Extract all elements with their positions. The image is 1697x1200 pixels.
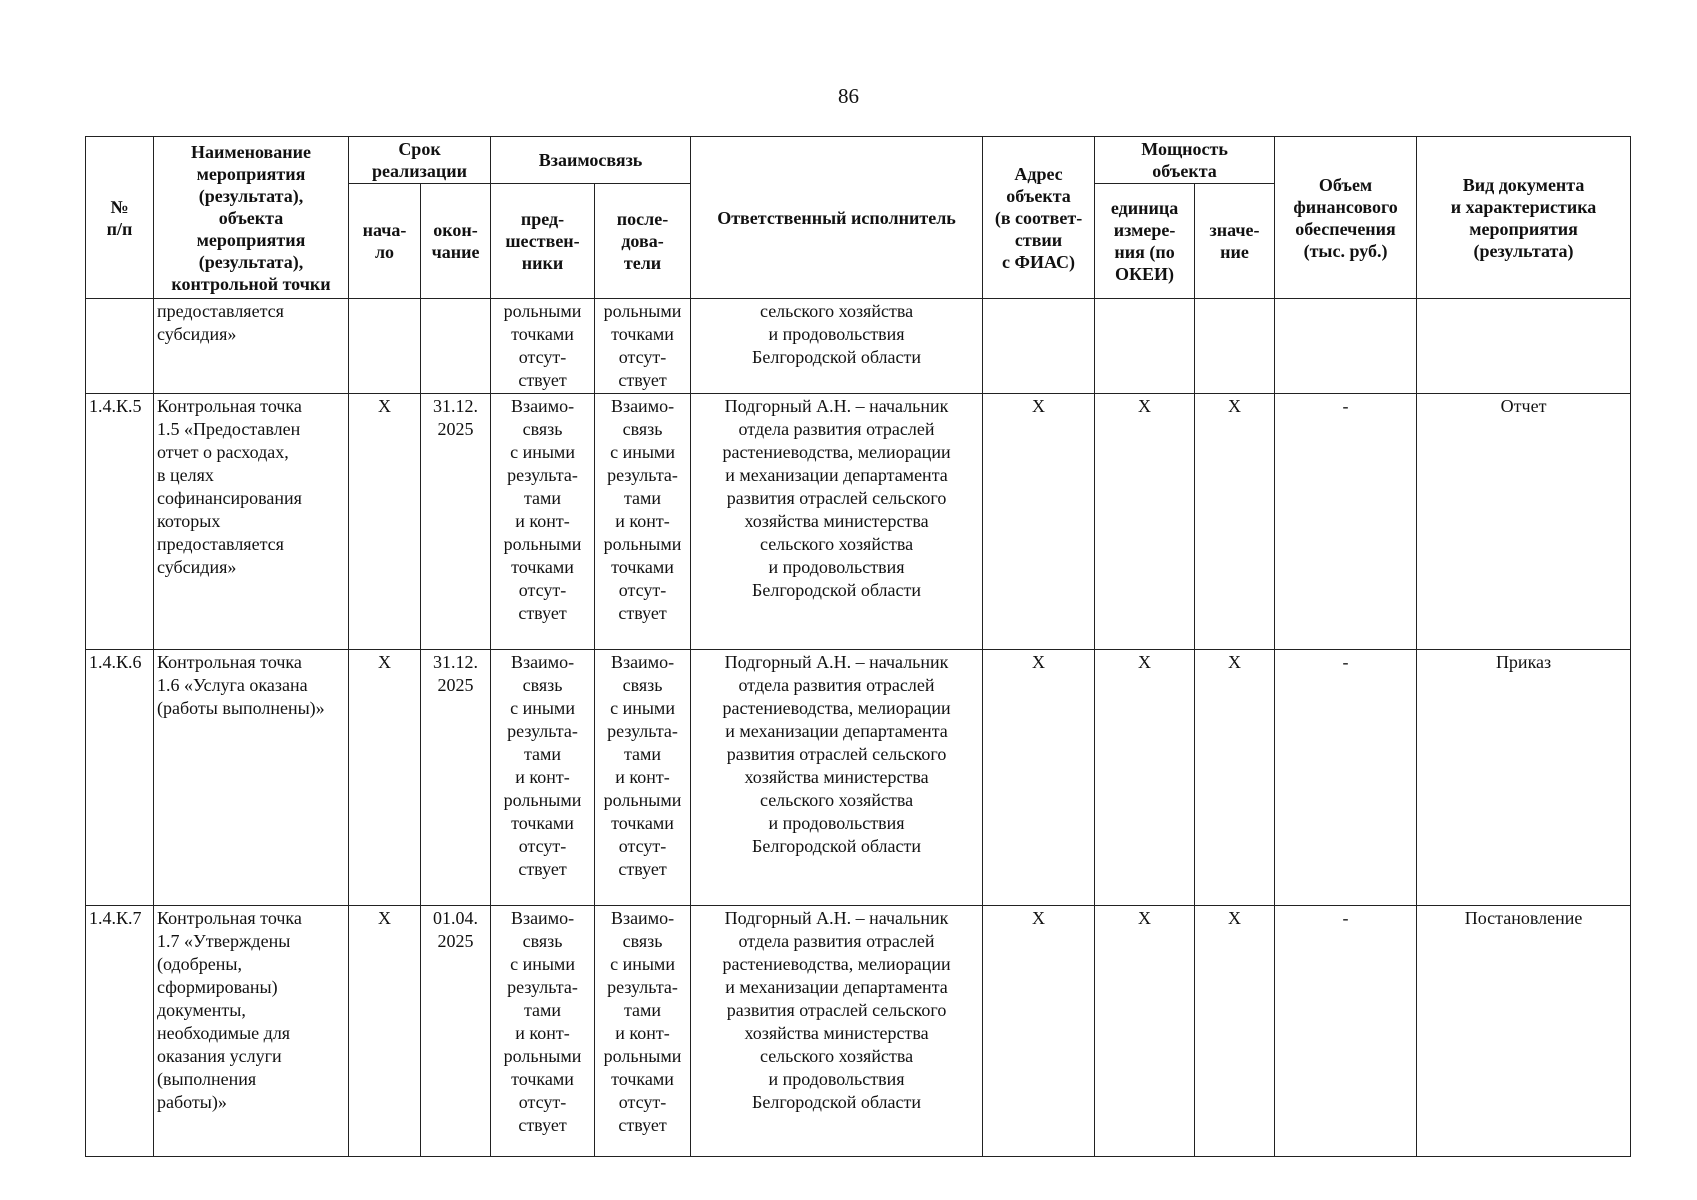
cell-succ: рольными точками отсут- ствует (595, 299, 691, 394)
cell-funding (1275, 299, 1417, 394)
header-succ: после- дова- тели (595, 184, 691, 299)
cell-pred: Взаимо- связь с иными результа- тами и конт- рольными точками отсут- ствует (491, 906, 595, 1157)
activities-table (85, 136, 1631, 1157)
header-capacity: Мощность объекта (1095, 137, 1275, 184)
cell-start: X (349, 906, 421, 1157)
cell-doc: Приказ (1417, 650, 1631, 906)
cell-address: X (983, 906, 1095, 1157)
cell-num: 1.4.К.7 (86, 906, 154, 1157)
cell-responsible: Подгорный А.Н. – начальник отдела развития отраслей растениеводства, мелиорации и механизации департамента развития отраслей сельского хозяйства министерства сельского хозяйства и продовольствия Белгородской области (691, 906, 983, 1157)
cell-end: 31.12. 2025 (421, 394, 491, 650)
header-period: Срок реализации (349, 137, 491, 184)
cell-unit (1095, 299, 1195, 394)
header-doc: Вид документа и характеристика мероприятия (результата) (1417, 137, 1631, 299)
cell-doc: Постановление (1417, 906, 1631, 1157)
cell-start: X (349, 394, 421, 650)
header-relation: Взаимосвязь (491, 137, 691, 184)
cell-num (86, 299, 154, 394)
table-row-continuation (86, 299, 1631, 394)
cell-funding: - (1275, 906, 1417, 1157)
table-row (86, 650, 1631, 906)
cell-address: X (983, 394, 1095, 650)
header-num: № п/п (86, 137, 154, 299)
header-address: Адрес объекта (в соответ- ствии с ФИАС) (983, 137, 1095, 299)
cell-doc (1417, 299, 1631, 394)
cell-value: X (1195, 906, 1275, 1157)
cell-unit: X (1095, 394, 1195, 650)
cell-end: 01.04. 2025 (421, 906, 491, 1157)
cell-end: 31.12. 2025 (421, 650, 491, 906)
header-value: значе- ние (1195, 184, 1275, 299)
cell-funding: - (1275, 394, 1417, 650)
cell-doc: Отчет (1417, 394, 1631, 650)
cell-value (1195, 299, 1275, 394)
cell-name: Контрольная точка 1.5 «Предоставлен отчет о расходах, в целях софинансирования которых предоставляется субсидия» (154, 394, 349, 650)
cell-value: X (1195, 650, 1275, 906)
table-row (86, 906, 1631, 1157)
cell-succ: Взаимо- связь с иными результа- тами и конт- рольными точками отсут- ствует (595, 906, 691, 1157)
header-start: нача- ло (349, 184, 421, 299)
cell-name: предоставляется субсидия» (154, 299, 349, 394)
cell-responsible: сельского хозяйства и продовольствия Белгородской области (691, 299, 983, 394)
cell-start: X (349, 650, 421, 906)
cell-num: 1.4.К.6 (86, 650, 154, 906)
header-funding: Объем финансового обеспечения (тыс. руб.) (1275, 137, 1417, 299)
cell-responsible: Подгорный А.Н. – начальник отдела развития отраслей растениеводства, мелиорации и механизации департамента развития отраслей сельского хозяйства министерства сельского хозяйства и продовольствия Белгородской области (691, 650, 983, 906)
cell-succ: Взаимо- связь с иными результа- тами и конт- рольными точками отсут- ствует (595, 650, 691, 906)
cell-unit: X (1095, 650, 1195, 906)
cell-pred: Взаимо- связь с иными результа- тами и конт- рольными точками отсут- ствует (491, 650, 595, 906)
cell-funding: - (1275, 650, 1417, 906)
cell-name: Контрольная точка 1.6 «Услуга оказана (работы выполнены)» (154, 650, 349, 906)
cell-name: Контрольная точка 1.7 «Утверждены (одобрены, сформированы) документы, необходимые для оказания услуги (выполнения работы)» (154, 906, 349, 1157)
header-name: Наименование мероприятия (результата), объекта мероприятия (результата), контрольной точки (154, 137, 349, 299)
cell-responsible: Подгорный А.Н. – начальник отдела развития отраслей растениеводства, мелиорации и механизации департамента развития отраслей сельского хозяйства министерства сельского хозяйства и продовольствия Белгородской области (691, 394, 983, 650)
table-row (86, 394, 1631, 650)
header-pred: пред- шествен- ники (491, 184, 595, 299)
cell-num: 1.4.К.5 (86, 394, 154, 650)
header-responsible: Ответственный исполнитель (691, 137, 983, 299)
page-number: 86 (838, 84, 859, 108)
cell-address (983, 299, 1095, 394)
cell-address: X (983, 650, 1095, 906)
cell-start (349, 299, 421, 394)
cell-pred: рольными точками отсут- ствует (491, 299, 595, 394)
cell-unit: X (1095, 906, 1195, 1157)
cell-pred: Взаимо- связь с иными результа- тами и конт- рольными точками отсут- ствует (491, 394, 595, 650)
cell-end (421, 299, 491, 394)
header-unit: единица измере- ния (по ОКЕИ) (1095, 184, 1195, 299)
header-end: окон- чание (421, 184, 491, 299)
cell-succ: Взаимо- связь с иными результа- тами и конт- рольными точками отсут- ствует (595, 394, 691, 650)
cell-value: X (1195, 394, 1275, 650)
